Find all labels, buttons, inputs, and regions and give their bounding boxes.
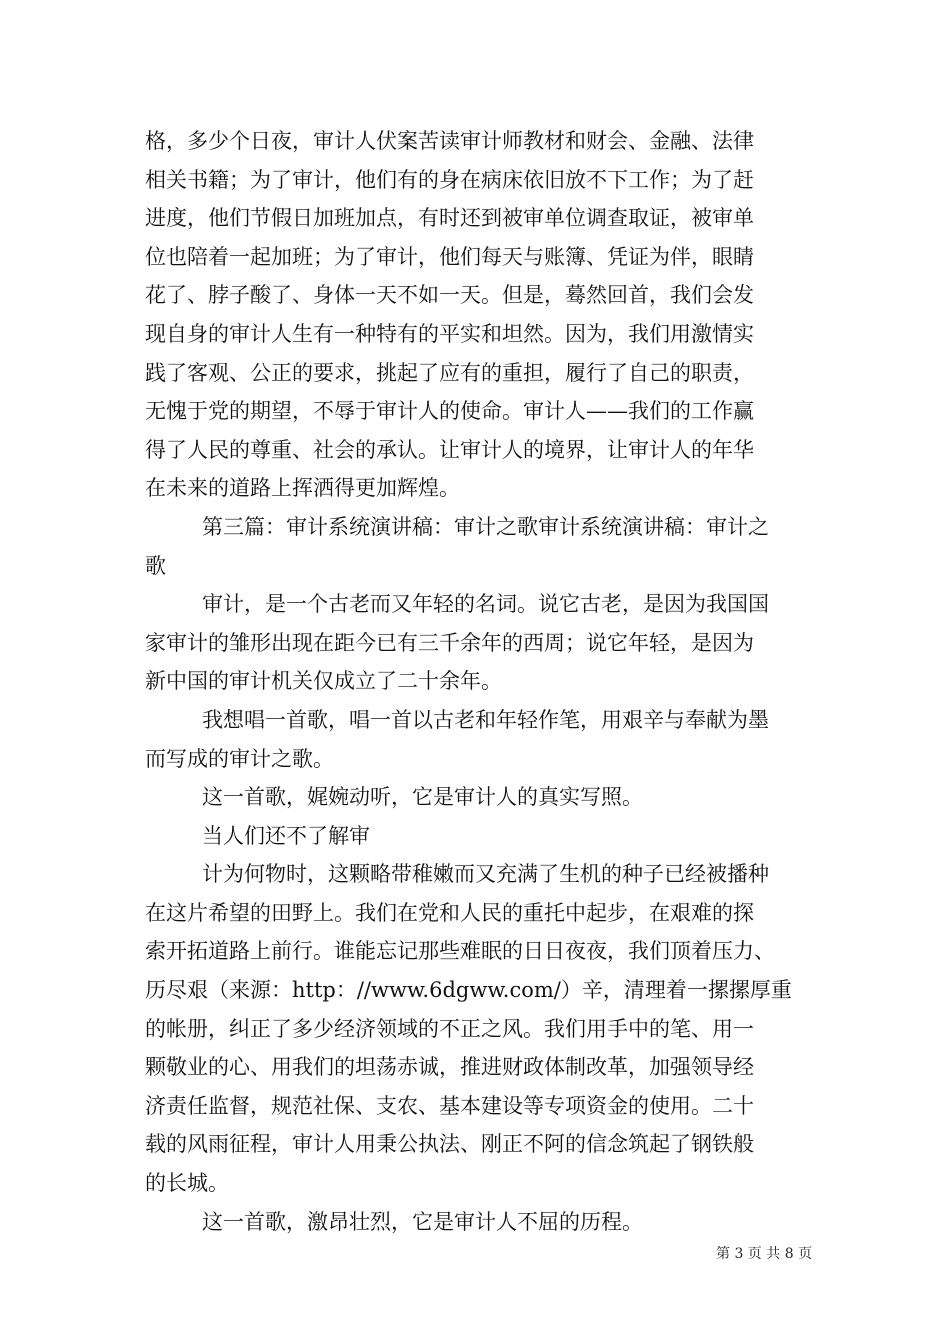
text-line: 在未来的道路上挥洒得更加辉煌。: [145, 476, 460, 501]
text-line: 审计，是一个古老而又年轻的名词。说它古老，是因为我国国: [202, 592, 769, 617]
text-line: 位也陪着一起加班；为了审计，他们每天与账簿、凭证为伴，眼睛: [145, 244, 754, 269]
text-line: 第三篇：审计系统演讲稿：审计之歌审计系统演讲稿：审计之: [202, 514, 769, 539]
text-line: 现自身的审计人生有一种特有的平实和坦然。因为，我们用激情实: [145, 321, 754, 346]
text-line: 的帐册，纠正了多少经济领域的不正之风。我们用手中的笔、用一: [145, 1016, 754, 1041]
text-line: 计为何物时，这颗略带稚嫩而又充满了生机的种子已经被播种: [202, 862, 769, 887]
text-line: 得了人民的尊重、社会的承认。让审计人的境界，让审计人的年华: [145, 437, 754, 462]
text-line: 我想唱一首歌，唱一首以古老和年轻作笔，用艰辛与奉献为墨: [202, 707, 769, 732]
text-line: 践了客观、公正的要求，挑起了应有的重担，履行了自己的职责，: [145, 360, 754, 385]
text-line: 颗敬业的心、用我们的坦荡赤诚，推进财政体制改革，加强领导经: [145, 1055, 754, 1080]
text-line: 载的风雨征程，审计人用秉公执法、刚正不阿的信念筑起了钢铁般: [145, 1132, 754, 1157]
text-line: 这一首歌，娓婉动听，它是审计人的真实写照。: [202, 785, 643, 810]
text-line: 而写成的审计之歌。: [145, 746, 334, 771]
page-number: 第 3 页 共 8 页: [716, 1246, 813, 1262]
text-line: 索开拓道路上前行。谁能忘记那些难眠的日日夜夜，我们顶着压力、: [145, 939, 775, 964]
text-line: 格，多少个日夜，审计人伏案苦读审计师教材和财会、金融、法律: [145, 129, 754, 153]
text-line: 在这片希望的田野上。我们在党和人民的重托中起步，在艰难的探: [145, 900, 754, 925]
text-line: 花了、脖子酸了、身体一天不如一天。但是，蓦然回首，我们会发: [145, 283, 754, 308]
body-text: [145, 122, 815, 1241]
text-line: 这一首歌，激昂壮烈，它是审计人不屈的历程。: [202, 1209, 643, 1234]
text-line: 进度，他们节假日加班加点，有时还到被审单位调查取证，被审单: [145, 206, 754, 231]
text-line: 无愧于党的期望，不辱于审计人的使命。审计人——我们的工作赢: [145, 399, 754, 424]
text-line: 歌: [145, 553, 166, 578]
text-line: 当人们还不了解审: [202, 823, 370, 848]
text-line: 济责任监督，规范社保、支农、基本建设等专项资金的使用。二十: [145, 1093, 754, 1118]
text-line: 历尽艰（来源：http：//www.6dgww.com/）辛，清理着一摞摞厚重: [145, 978, 792, 1003]
text-line: 家审计的雏形出现在距今已有三千余年的西周；说它年轻，是因为: [145, 630, 754, 655]
text-line: 的长城。: [145, 1171, 229, 1196]
text-line: 新中国的审计机关仅成立了二十余年。: [145, 669, 502, 694]
text-line: 相关书籍；为了审计，他们有的身在病床依旧放不下工作；为了赶: [145, 167, 754, 192]
